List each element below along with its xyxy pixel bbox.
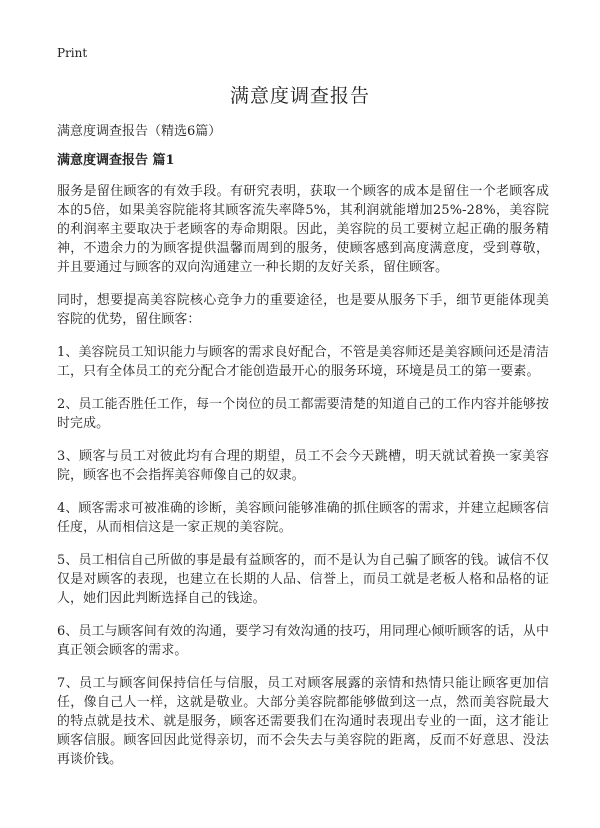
list-item-2: 2、员工能否胜任工作，每一个岗位的员工都需要清楚的知道自己的工作内容并能够按时完成。 — [57, 397, 549, 431]
list-item-1: 1、美容院员工知识能力与顾客的需求良好配合，不管是美容师还是美容顾问还是清洁工，只有全体员工的充分配合才能创造最开心的服务环境，环境是员工的第一要素。 — [57, 345, 549, 379]
document-subtitle: 满意度调查报告（精选6篇） — [57, 124, 222, 139]
paragraph-intro: 服务是留住顾客的有效手段。有研究表明，获取一个顾客的成本是留住一个老顾客成本的5倍，如果美容院能将其顾客流失率降5%，其利润就能增加25%-28%，美容院的利润率主要取决于老顾客的寿命期限。因此，美容院的员工要树立起正确的服务精神，不遗余力的为顾客提供温馨而周到的服务，使顾客感到高度满意度，受到尊敬，并且要通过与顾客的双向沟通建立一种长期的友好关系，留住顾客。 — [57, 184, 549, 275]
article-body — [57, 182, 549, 783]
list-item-6: 6、员工与顾客间有效的沟通，要学习有效沟通的技巧，用同理心倾听顾客的话，从中真正领会顾客的需求。 — [57, 624, 549, 658]
list-item-3: 3、顾客与员工对彼此均有合理的期望，员工不会今天跳槽，明天就试着换一家美容院，顾客也不会指挥美容师像自己的奴隶。 — [57, 449, 549, 483]
list-item-5: 5、员工相信自己所做的事是最有益顾客的，而不是认为自己骗了顾客的钱。诚信不仅仅是对顾客的表现，也建立在长期的人品、信誉上，而员工就是老板人格和品格的证人，她们因此判断选择自己的钱途。 — [57, 553, 549, 606]
page-title: 满意度调查报告 — [229, 85, 370, 107]
section-heading: 满意度调查报告 篇1 — [57, 153, 175, 168]
list-item-4: 4、顾客需求可被准确的诊断，美容顾问能够准确的抓住顾客的需求，并建立起顾客信任度，从而相信这是一家正规的美容院。 — [57, 501, 549, 535]
paragraph-lead: 同时，想要提高美容院核心竞争力的重要途径，也是要从服务下手，细节更能体现美容院的优势，留住顾客： — [57, 293, 549, 327]
print-link[interactable]: Print — [57, 46, 88, 60]
list-item-7: 7、员工与顾客间保持信任与信服，员工对顾客展露的亲情和热情只能让顾客更加信任，像自己人一样，这就是敬业。大部分美容院都能够做到这一点，然而美容院最大的特点就是技术、就是服务，顾客还需要我们在沟通时表现出专业的一面，这才能让顾客信服。顾客回因此觉得亲切，而不会失去与美容院的距离，反而不好意思、没法再谈价钱。 — [57, 676, 549, 767]
